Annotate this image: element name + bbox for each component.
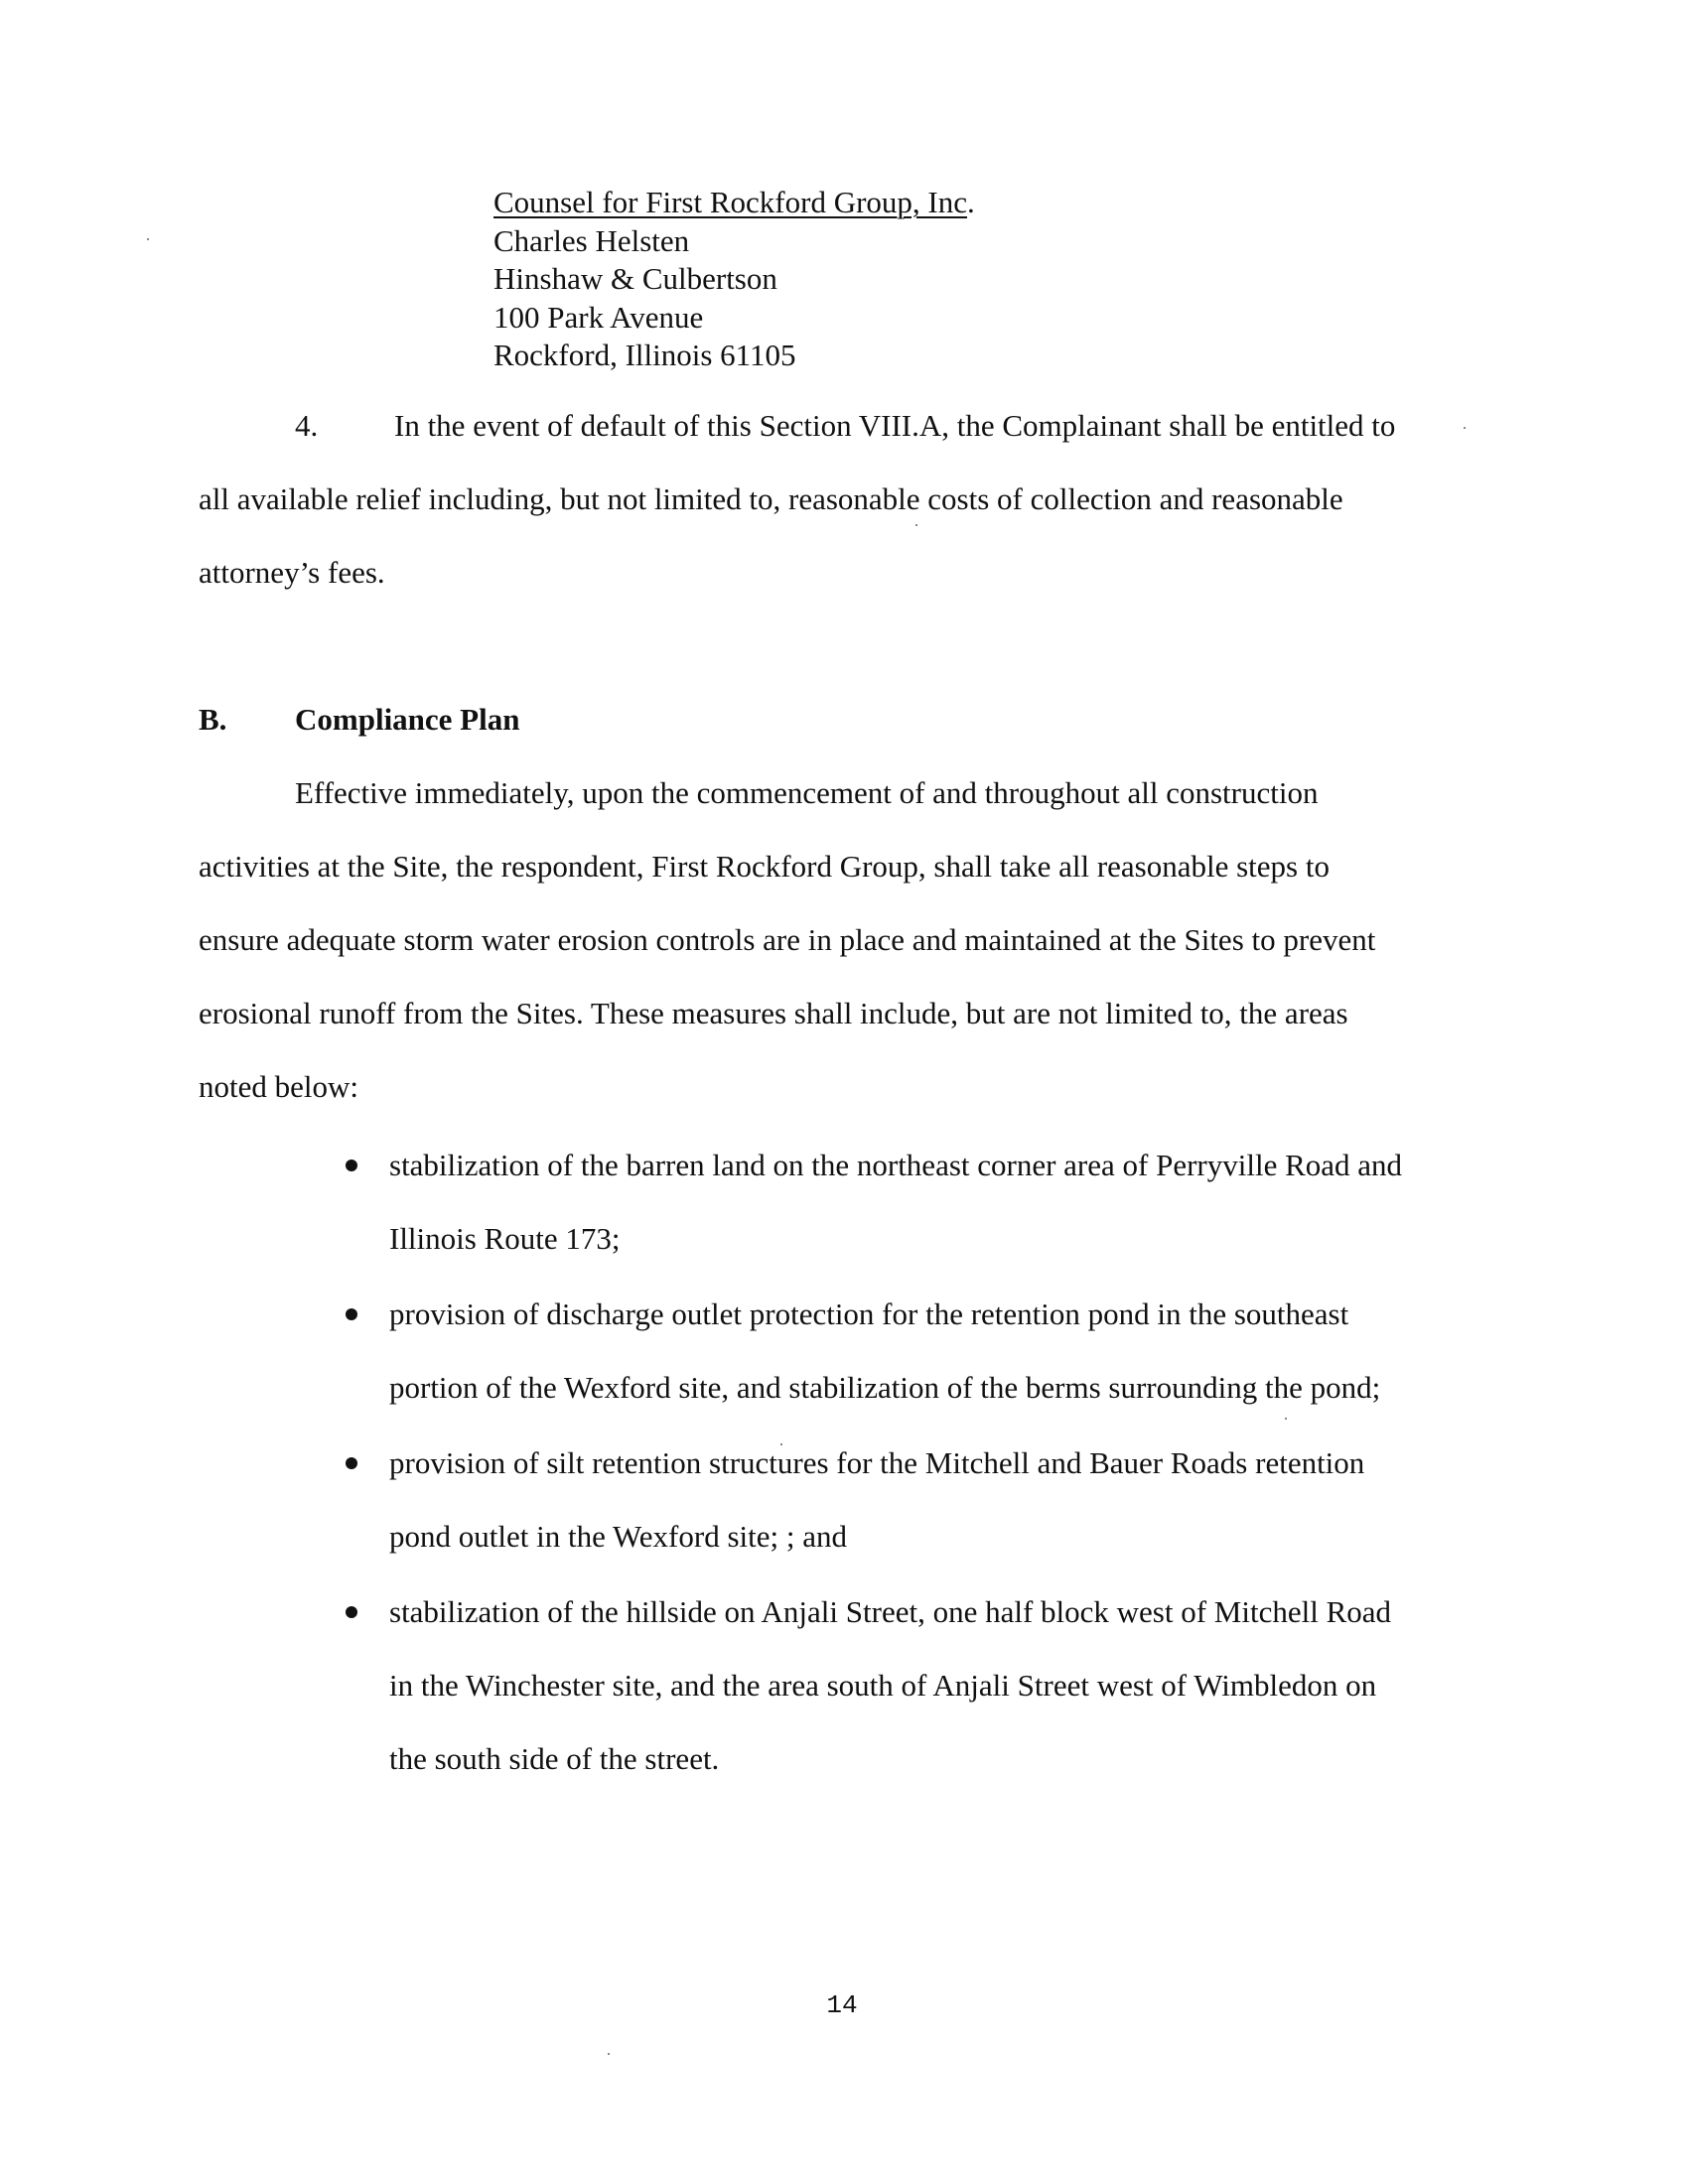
section-title: Compliance Plan — [295, 702, 520, 737]
paragraph-number: 4. — [295, 408, 319, 443]
counsel-address-block — [493, 184, 975, 375]
paragraph-line: noted below: — [199, 1069, 358, 1104]
paragraph-line: all available relief including, but not limited to, reasonable costs of collection and reasonable — [199, 481, 1343, 516]
paragraph-line: In the event of default of this Section VIII.A, the Complainant shall be entitled to — [394, 408, 1396, 443]
scan-speck — [1285, 1418, 1287, 1420]
paragraph-line: ensure adequate storm water erosion controls are in place and maintained at the Sites to prevent — [199, 922, 1376, 957]
bullet-line: provision of silt retention structures for the Mitchell and Bauer Roads retention — [389, 1445, 1365, 1480]
section-letter: B. — [199, 702, 227, 737]
scan-speck — [1464, 427, 1466, 429]
bullet-line: Illinois Route 173; — [389, 1221, 621, 1256]
counsel-heading-suffix: . — [967, 185, 975, 219]
paragraph-line: attorney’s fees. — [199, 555, 385, 590]
scan-speck — [608, 2053, 610, 2055]
page-number: 14 — [826, 1990, 858, 2020]
bullet-line: portion of the Wexford site, and stabilization of the berms surrounding the pond; — [389, 1370, 1381, 1405]
bullet-line: the south side of the street. — [389, 1741, 720, 1776]
bullet-line: provision of discharge outlet protection for the retention pond in the southeast — [389, 1297, 1349, 1331]
scan-speck — [147, 238, 149, 240]
counsel-heading-line — [493, 184, 975, 222]
counsel-name: Charles Helsten — [493, 222, 690, 258]
counsel-firm: Hinshaw & Culbertson — [493, 261, 777, 296]
bullet-icon — [346, 1160, 357, 1171]
paragraph-line: activities at the Site, the respondent, First Rockford Group, shall take all reasonable steps to — [199, 849, 1330, 884]
scan-speck — [780, 1443, 782, 1445]
counsel-street: 100 Park Avenue — [493, 299, 704, 335]
bullet-line: pond outlet in the Wexford site; ; and — [389, 1519, 847, 1554]
bullet-icon — [346, 1457, 357, 1469]
bullet-line: in the Winchester site, and the area south of Anjali Street west of Wimbledon on — [389, 1668, 1377, 1703]
bullet-line: stabilization of the hillside on Anjali Street, one half block west of Mitchell Road — [389, 1594, 1392, 1629]
bullet-icon — [346, 1606, 357, 1618]
counsel-city: Rockford, Illinois 61105 — [493, 338, 796, 372]
paragraph-line: erosional runoff from the Sites. These measures shall include, but are not limited to, the areas — [199, 996, 1348, 1030]
bullet-icon — [346, 1308, 357, 1320]
scan-speck — [915, 524, 917, 526]
paragraph-line: Effective immediately, upon the commencement of and throughout all construction — [295, 775, 1319, 810]
counsel-heading: Counsel for First Rockford Group, Inc — [493, 185, 967, 219]
bullet-line: stabilization of the barren land on the northeast corner area of Perryville Road and — [389, 1148, 1403, 1182]
